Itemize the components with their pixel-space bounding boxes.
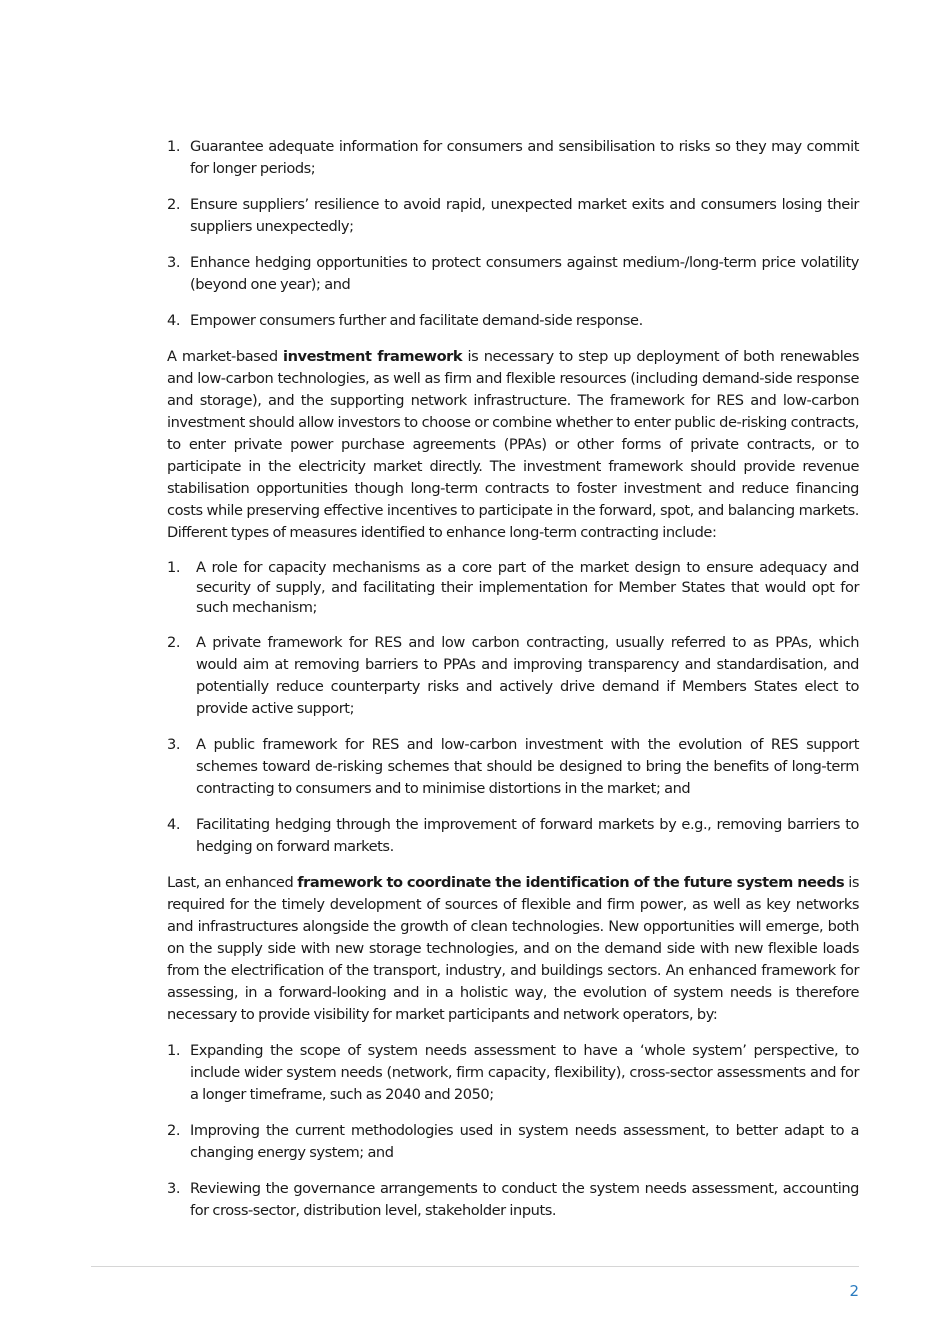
list-item: 1. Guarantee adequate information for consumers and sensibilisation to risks so they may commit for longer periods; <box>167 138 859 177</box>
document-body <box>167 136 859 1236</box>
footer-divider <box>91 1266 859 1267</box>
list-item: 2. Improving the current methodologies used in system needs assessment, to better adapt to a changing energy system; and <box>167 1122 859 1161</box>
list-item: 3. Enhance hedging opportunities to protect consumers against medium-/long-term price volatility (beyond one year); and <box>167 254 859 293</box>
list-item: 2. Ensure suppliers’ resilience to avoid rapid, unexpected market exits and consumers losing their suppliers unexpectedly; <box>167 196 859 235</box>
system-needs-paragraph: Last, an enhanced framework to coordinate the identification of the future system needs is required for the timely development of sources of flexible and firm power, as well as key networks and infrastructures alongside the growth of clean technologies. New opportunities will emerge, both on the supply side with new storage technologies, and on the demand side with new flexible loads from the electrification of the transport, industry, and buildings sectors. An enhanced framework for assessing, in a forward-looking and in a holistic way, the evolution of system needs is therefore necessary to provide visibility for market participants and network operators, by: <box>167 874 860 1023</box>
list-item: 4. Empower consumers further and facilitate demand-side response. <box>167 312 643 329</box>
investment-framework-term: investment framework <box>283 348 463 365</box>
investment-framework-paragraph: A market-based investment framework is necessary to step up deployment of both renewables and low-carbon technologies, as well as firm and flexible resources (including demand-side response and storage), and the supporting network infrastructure. The framework for RES and low-carbon investment should allow investors to choose or combine whether to enter public de-risking contracts, to enter private power purchase agreements (PPAs) or other forms of private contracts, or to participate in the electricity market directly. The investment framework should provide revenue stabilisation opportunities though long-term contracts to foster investment and reduce financing costs while preserving effective incentives to participate in the forward, spot, and balancing markets. Different types of measures identified to enhance long-term contracting include: <box>167 348 859 541</box>
list-item: 1. A role for capacity mechanisms as a core part of the market design to ensure adequacy and security of supply, and facilitating their implementation for Member States that would opt for such mechanism; <box>167 559 859 616</box>
list-item: 3. A public framework for RES and low-carbon investment with the evolution of RES support schemes toward de-risking schemes that should be designed to bring the benefits of long-term contracting to consumers and to minimise distortions in the market; and <box>167 736 859 797</box>
consumer-measures-list <box>167 136 859 332</box>
system-needs-measures-list <box>167 1040 859 1222</box>
list-item: 4. Facilitating hedging through the improvement of forward markets by e.g., removing barriers to hedging on forward markets. <box>167 816 859 855</box>
page-number: 2 <box>849 1282 859 1300</box>
investment-measures-list <box>167 558 859 858</box>
list-item: 2. A private framework for RES and low carbon contracting, usually referred to as PPAs, which would aim at removing barriers to PPAs and improving transparency and standardisation, and potentially reduce counterparty risks and actively drive demand if Members States elect to provide active support; <box>167 634 859 717</box>
system-needs-framework-term: framework to coordinate the identification of the future system needs <box>297 874 845 891</box>
list-item: 3. Reviewing the governance arrangements to conduct the system needs assessment, accounting for cross-sector, distribution level, stakeholder inputs. <box>167 1180 859 1219</box>
list-item: 1. Expanding the scope of system needs assessment to have a ‘whole system’ perspective, to include wider system needs (network, firm capacity, flexibility), cross-sector assessments and for a longer timeframe, such as 2040 and 2050; <box>167 1042 859 1103</box>
